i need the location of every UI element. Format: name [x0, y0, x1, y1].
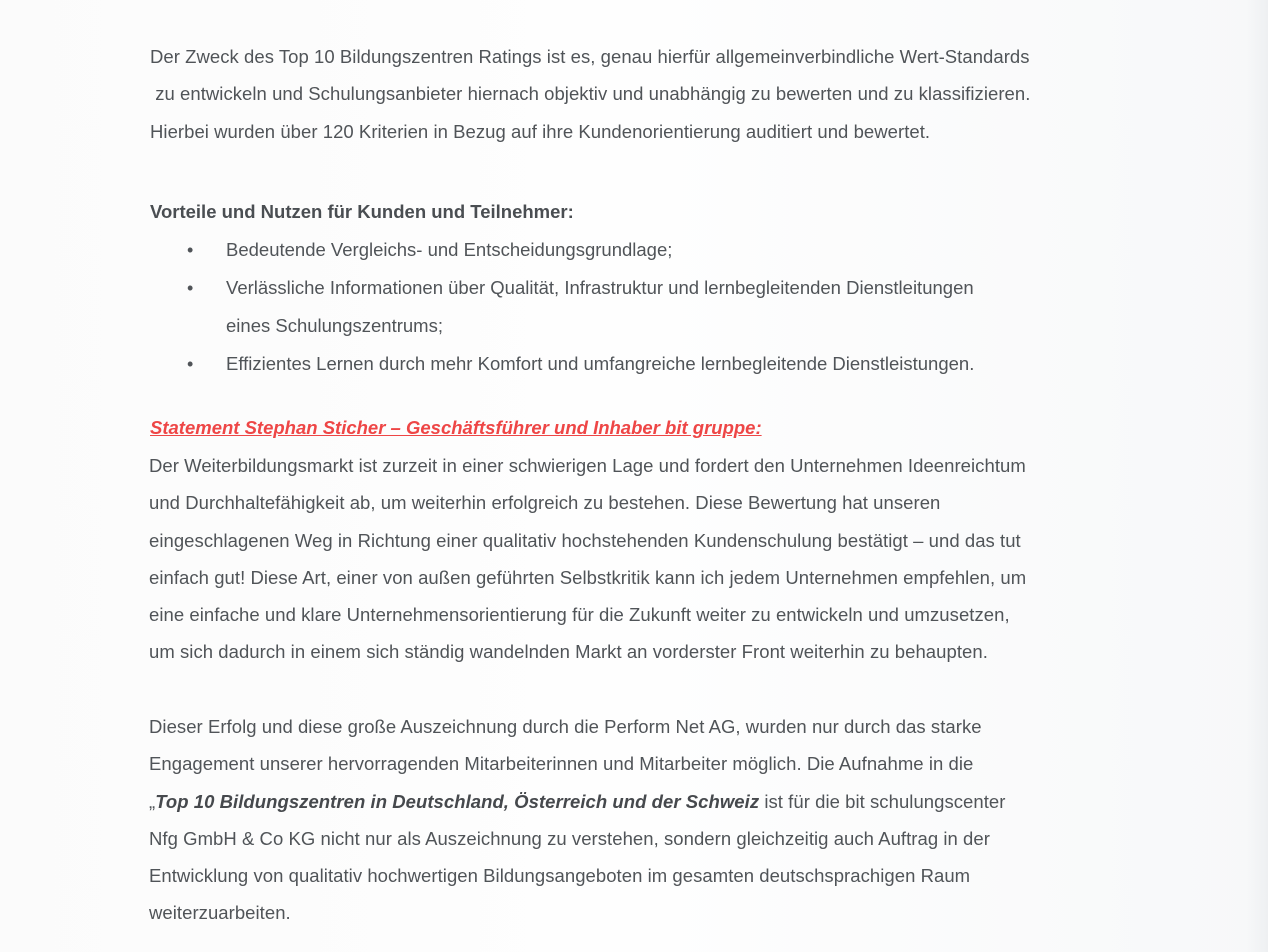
- closing-line: weiterzuarbeiten.: [149, 902, 291, 924]
- closing-line: Engagement unserer hervorragenden Mitarbeiterinnen und Mitarbeiter möglich. Die Aufnahme in die: [149, 753, 974, 775]
- closing-line: [149, 783, 1005, 820]
- closing-paragraph: [149, 708, 1005, 932]
- opening-quote: „: [149, 790, 156, 812]
- list-item-text: Effizientes Lernen durch mehr Komfort und umfangreiche lernbegleitende Dienstleistungen.: [226, 353, 975, 374]
- statement-paragraph: [149, 447, 1026, 671]
- benefits-list: [150, 231, 974, 383]
- list-item: [150, 231, 974, 269]
- statement-line: und Durchhaltefähigkeit ab, um weiterhin erfolgreich zu bestehen. Diese Bewertung hat unseren: [149, 492, 941, 514]
- list-item-text: Verlässliche Informationen über Qualität, Infrastruktur und lernbegleitenden Dienstleitungen: [226, 277, 974, 298]
- closing-line: Nfg GmbH & Co KG nicht nur als Auszeichnung zu verstehen, sondern gleichzeitig auch Auftrag in der: [149, 827, 990, 849]
- statement-heading: Statement Stephan Sticher – Geschäftsführer und Inhaber bit gruppe:: [150, 417, 762, 438]
- statement-line: einfach gut! Diese Art, einer von außen geführten Selbstkritik kann ich jedem Unternehmen empfehlen, um: [149, 566, 1027, 588]
- benefits-heading: Vorteile und Nutzen für Kunden und Teilnehmer:: [150, 201, 574, 222]
- list-item: [150, 269, 974, 345]
- statement-line: Der Weiterbildungsmarkt ist zurzeit in einer schwierigen Lage und fordert den Unternehmen Ideenreichtum: [149, 455, 1026, 476]
- list-item-text: Bedeutende Vergleichs- und Entscheidungsgrundlage;: [226, 239, 673, 260]
- award-title: Top 10 Bildungszentren in Deutschland, Österreich und der Schweiz: [155, 790, 760, 812]
- closing-line: Dieser Erfolg und diese große Auszeichnung durch die Perform Net AG, wurden nur durch das starke: [149, 716, 982, 737]
- bullet-icon: •: [187, 354, 194, 374]
- bullet-icon: •: [187, 240, 194, 260]
- intro-line: zu entwickeln und Schulungsanbieter hiernach objektiv und unabhängig zu bewerten und zu klassifizieren.: [150, 83, 1031, 105]
- intro-line: Der Zweck des Top 10 Bildungszentren Ratings ist es, genau hierfür allgemeinverbindliche Wert-Standards: [150, 46, 1030, 67]
- intro-paragraph: [150, 38, 1030, 150]
- list-item-text: eines Schulungszentrums;: [226, 315, 443, 336]
- bullet-icon: •: [187, 278, 194, 298]
- intro-line: Hierbei wurden über 120 Kriterien in Bezug auf ihre Kundenorientierung auditiert und bewertet.: [150, 120, 931, 142]
- closing-line-suffix: ist für die bit schulungscenter: [759, 790, 1006, 812]
- statement-line: um sich dadurch in einem sich ständig wandelnden Markt an vorderster Front weiterhin zu behaupten.: [149, 641, 988, 663]
- statement-line: eingeschlagenen Weg in Richtung einer qualitativ hochstehenden Kundenschulung bestätigt – und das tut: [149, 529, 1021, 551]
- closing-line: Entwicklung von qualitativ hochwertigen Bildungsangeboten im gesamten deutschsprachigen Raum: [149, 865, 971, 887]
- page-edge-shadow: [1246, 0, 1268, 952]
- statement-line: eine einfache und klare Unternehmensorientierung für die Zukunft weiter zu entwickeln und umzusetzen,: [149, 604, 1010, 626]
- list-item: [150, 345, 974, 383]
